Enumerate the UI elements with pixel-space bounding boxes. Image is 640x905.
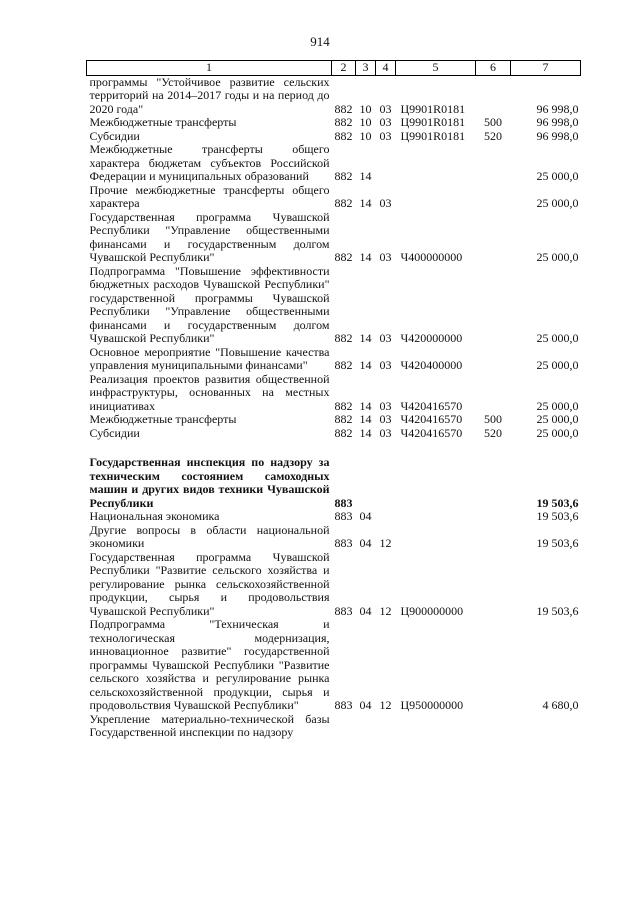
row-subsection: 03 xyxy=(379,425,392,440)
row-amount: 96 998,0 xyxy=(536,115,579,129)
table-row xyxy=(87,116,581,130)
row-expense-type xyxy=(476,211,511,265)
row-subsection: 12 xyxy=(379,698,392,712)
row-name: Подпрограмма "Повышение эффективности бюджетных расходов Чувашской Республики" государственной программы Чувашской Республики "Управление общественными финансами и государственным долгом Чувашской Республики" xyxy=(89,263,330,345)
row-expense-type xyxy=(476,143,511,184)
row-amount xyxy=(511,713,581,740)
header-cell: 2 xyxy=(332,61,356,76)
table-row xyxy=(87,373,581,414)
header-cell: 6 xyxy=(476,61,511,76)
row-chapter: 883 xyxy=(334,495,353,510)
row-amount: 19 503,6 xyxy=(536,509,579,523)
row-target-article: Ц950000000 xyxy=(400,698,464,712)
row-subsection: 12 xyxy=(379,536,392,550)
row-name: Подпрограмма "Техническая и технологическая модернизация, инновационное развитие" государственной программы Чувашской Республики "Развитие сельского хозяйства и регулирование рынка сельскохозяйственной продукции, сырья и продовольствия Чувашской Республики" xyxy=(89,617,330,712)
row-expense-type xyxy=(476,551,511,619)
row-chapter: 883 xyxy=(334,603,353,618)
row-expense-type: 500 xyxy=(484,115,502,129)
table-row xyxy=(87,184,581,211)
row-amount: 19 503,6 xyxy=(536,603,579,618)
row-amount: 25 000,0 xyxy=(536,169,579,183)
row-section: 14 xyxy=(359,358,372,372)
row-subsection xyxy=(376,713,396,740)
table-row xyxy=(87,265,581,346)
row-section xyxy=(356,713,376,740)
row-expense-type xyxy=(476,456,511,510)
row-expense-type: 520 xyxy=(484,425,502,440)
row-subsection xyxy=(376,510,396,524)
table-row xyxy=(87,211,581,265)
row-section: 10 xyxy=(359,128,372,143)
row-amount: 19 503,6 xyxy=(536,536,579,550)
row-subsection: 03 xyxy=(379,358,392,372)
row-expense-type xyxy=(476,75,511,116)
row-amount: 25 000,0 xyxy=(536,331,579,345)
row-subsection: 03 xyxy=(379,412,392,426)
row-subsection: 03 xyxy=(379,398,392,413)
row-target-article: Ч400000000 xyxy=(400,250,463,264)
row-subsection: 03 xyxy=(379,331,392,345)
row-name: Государственная инспекция по надзору за техническим состоянием самоходных машин и других видов техники Чувашской Республики xyxy=(89,455,330,510)
row-chapter: 882 xyxy=(334,115,353,129)
table-row xyxy=(87,551,581,619)
row-target-article: Ч420416570 xyxy=(400,412,463,426)
row-section: 14 xyxy=(359,250,372,264)
row-target-article: Ч420000000 xyxy=(400,331,463,345)
table-row xyxy=(87,510,581,524)
row-amount: 96 998,0 xyxy=(536,101,579,116)
table-row xyxy=(87,346,581,373)
row-target-article xyxy=(396,510,476,524)
row-name: программы "Устойчивое развитие сельских территорий на 2014–2017 годы и на период до 2020 года" xyxy=(89,74,330,116)
row-name: Прочие межбюджетные трансферты общего характера xyxy=(89,182,330,210)
row-name: Субсидии xyxy=(89,425,140,440)
row-subsection: 03 xyxy=(379,250,392,264)
row-name: Межбюджетные трансферты xyxy=(89,412,237,426)
row-target-article xyxy=(396,524,476,551)
row-expense-type xyxy=(476,524,511,551)
row-target-article: Ц9901R0181 xyxy=(400,115,466,129)
row-subsection: 03 xyxy=(379,196,392,210)
row-target-article: Ц9901R0181 xyxy=(400,128,466,143)
row-chapter: 882 xyxy=(334,412,353,426)
row-amount: 25 000,0 xyxy=(536,425,579,440)
page-number: 914 xyxy=(310,34,330,49)
row-expense-type xyxy=(476,184,511,211)
row-name: Другие вопросы в области национальной экономики xyxy=(89,522,330,550)
header-cell: 1 xyxy=(87,61,332,76)
row-chapter: 882 xyxy=(334,196,353,210)
budget-table xyxy=(86,60,581,740)
row-name: Основное мероприятие "Повышение качества управления муниципальными финансами" xyxy=(89,344,330,372)
row-name: Национальная экономика xyxy=(89,509,220,523)
row-expense-type xyxy=(476,510,511,524)
row-section: 14 xyxy=(359,196,372,210)
row-chapter: 882 xyxy=(334,169,353,183)
row-chapter: 882 xyxy=(334,331,353,345)
row-expense-type xyxy=(476,265,511,346)
row-amount: 25 000,0 xyxy=(536,250,579,264)
row-chapter: 882 xyxy=(334,425,353,440)
row-target-article: Ц900000000 xyxy=(400,603,464,618)
row-name: Субсидии xyxy=(89,128,140,143)
row-amount: 4 680,0 xyxy=(542,698,579,712)
row-section: 14 xyxy=(359,398,372,413)
table-row xyxy=(87,427,581,441)
table-row xyxy=(87,413,581,427)
row-section: 04 xyxy=(359,698,372,712)
row-target-article: Ч420400000 xyxy=(400,358,463,372)
spacer-row xyxy=(87,440,581,456)
row-expense-type xyxy=(476,346,511,373)
row-subsection: 03 xyxy=(379,115,392,129)
row-amount: 25 000,0 xyxy=(536,358,579,372)
row-chapter: 882 xyxy=(334,128,353,143)
table-row xyxy=(87,130,581,144)
row-chapter xyxy=(332,713,356,740)
table-row xyxy=(87,713,581,740)
row-chapter: 883 xyxy=(334,509,353,523)
row-chapter: 883 xyxy=(334,698,353,712)
row-name: Межбюджетные трансферты общего характера бюджетам субъектов Российской Федерации и муниципальных образований xyxy=(89,142,330,183)
row-section: 10 xyxy=(359,101,372,116)
row-section: 14 xyxy=(359,425,372,440)
row-chapter: 882 xyxy=(334,398,353,413)
header-cell: 5 xyxy=(396,61,476,76)
row-amount: 25 000,0 xyxy=(536,196,579,210)
row-section: 14 xyxy=(359,331,372,345)
header-cell: 3 xyxy=(356,61,376,76)
row-target-article xyxy=(396,713,476,740)
row-name: Государственная программа Чувашской Республики "Управление общественными финансами и государственным долгом Чувашской Республики" xyxy=(89,209,330,264)
row-subsection: 03 xyxy=(379,101,392,116)
row-chapter: 882 xyxy=(334,101,353,116)
row-amount: 19 503,6 xyxy=(536,495,579,510)
row-target-article: Ч420416570 xyxy=(400,398,463,413)
row-chapter: 882 xyxy=(334,358,353,372)
table-row xyxy=(87,524,581,551)
row-expense-type xyxy=(476,713,511,740)
row-expense-type: 500 xyxy=(484,412,502,426)
table-row xyxy=(87,456,581,510)
table-row xyxy=(87,618,581,713)
row-section xyxy=(356,456,376,510)
table-row xyxy=(87,75,581,116)
row-target-article xyxy=(396,184,476,211)
row-name: Укрепление материально-технической базы Государственной инспекции по надзору xyxy=(89,711,330,739)
row-section: 14 xyxy=(359,412,372,426)
header-cell: 4 xyxy=(376,61,396,76)
row-chapter: 883 xyxy=(334,536,353,550)
row-section: 10 xyxy=(359,115,372,129)
spacer-cell xyxy=(87,440,581,456)
table-row xyxy=(87,143,581,184)
row-chapter: 882 xyxy=(334,250,353,264)
row-section: 04 xyxy=(359,536,372,550)
row-name: Межбюджетные трансферты xyxy=(89,115,237,129)
header-row xyxy=(87,61,581,76)
row-amount: 25 000,0 xyxy=(536,412,579,426)
row-amount: 25 000,0 xyxy=(536,398,579,413)
row-target-article xyxy=(396,456,476,510)
row-expense-type: 520 xyxy=(484,128,502,143)
row-target-article xyxy=(396,143,476,184)
row-subsection: 12 xyxy=(379,603,392,618)
row-name: Реализация проектов развития общественной инфраструктуры, основанных на местных инициативах xyxy=(89,371,330,413)
row-target-article: Ц9901R0181 xyxy=(400,101,466,116)
row-expense-type xyxy=(476,373,511,414)
row-section: 04 xyxy=(359,509,372,523)
row-subsection: 03 xyxy=(379,128,392,143)
row-section: 04 xyxy=(359,603,372,618)
row-name: Государственная программа Чувашской Республики "Развитие сельского хозяйства и регулирование рынка сельскохозяйственной продукции, сырья и продовольствия Чувашской Республики" xyxy=(89,549,330,618)
row-section: 14 xyxy=(359,169,372,183)
header-cell: 7 xyxy=(511,61,581,76)
row-target-article: Ч420416570 xyxy=(400,425,463,440)
row-amount: 96 998,0 xyxy=(536,128,579,143)
row-expense-type xyxy=(476,618,511,713)
row-subsection xyxy=(376,456,396,510)
row-subsection xyxy=(376,143,396,184)
